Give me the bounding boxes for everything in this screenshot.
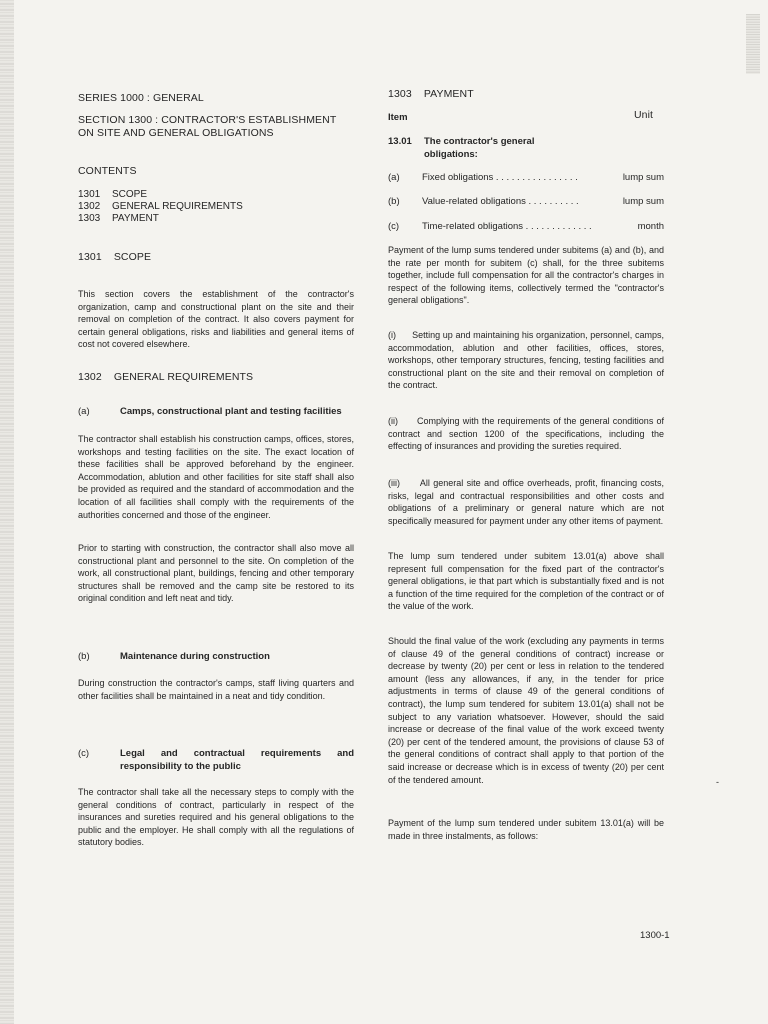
payment-paragraph-4: Payment of the lump sum tendered under subitem 13.01(a) will be made in three instalments, as follows: xyxy=(388,818,664,841)
margin-mark: - xyxy=(716,777,719,787)
contents-item xyxy=(78,213,159,224)
subitem-label: (c) xyxy=(388,221,400,232)
scan-edge-left xyxy=(0,0,14,1024)
subitem-label: (b) xyxy=(388,196,400,207)
contents-item xyxy=(78,201,243,212)
subitem-row xyxy=(388,221,664,232)
series-heading: SERIES 1000 : GENERAL xyxy=(78,92,204,104)
subsection-title: Legal and contractual requirements and responsibility to the public xyxy=(120,748,354,772)
contents-item-title: GENERAL REQUIREMENTS xyxy=(112,201,243,212)
subitem-label: (a) xyxy=(388,172,400,183)
subsection-label: (c) xyxy=(78,748,90,759)
contents-item-number: 1301 xyxy=(78,189,101,200)
scan-edge-right xyxy=(746,14,760,74)
item-title: The contractor's general obligations: xyxy=(424,136,535,160)
subitem-unit: month xyxy=(637,221,664,232)
section-heading: SECTION 1300 : CONTRACTOR'S ESTABLISHMENT ON SITE AND GENERAL OBLIGATIONS xyxy=(78,114,337,139)
subsection-title: Camps, constructional plant and testing facilities xyxy=(120,406,342,417)
subsection-a-paragraph-1: The contractor shall establish his construction camps, offices, stores, workshops and testing facilities on the site. The exact location of these facilities shall be approved beforehand by the engineer. Accommodation, ablution and other facilities for site staff shall also be provided as required and the standard of accommodation and the location of all facilities shall comply with the requirements of the authorities concerned and those of the engineer. xyxy=(78,434,354,520)
subitem-unit: lump sum xyxy=(622,172,664,183)
subitem-text: Fixed obligations . . . . . . . . . . . . . . . . xyxy=(422,172,578,183)
contents-item-title: SCOPE xyxy=(112,189,148,200)
scope-heading: 1301 SCOPE xyxy=(78,251,152,263)
subsection-label: (a) xyxy=(78,406,90,417)
page-number: 1300-1 xyxy=(640,930,670,941)
subitem-text: Value-related obligations . . . . . . . . . . xyxy=(422,196,579,207)
contents-title: CONTENTS xyxy=(78,165,137,177)
subitem-row xyxy=(388,172,664,183)
payment-paragraph-1: Payment of the lump sums tendered under subitems (a) and (b), and the rate per month for subitem (c) shall, for the three subitems together, include full compensation for all the contractor's charges in respect of the following items, collectively termed the "contractor's general obligations". xyxy=(388,245,664,306)
payment-heading: 1303 PAYMENT xyxy=(388,88,474,100)
subsection-c-paragraph: The contractor shall take all the necessary steps to comply with the general conditions of contract, particularly in respect of the insurances and sureties required and his general obligations to the public and the employer. He shall comply with all the regulations of statutory bodies. xyxy=(78,787,354,848)
obligation-iii-paragraph: (iii) All general site and office overheads, profit, financing costs, risks, legal and contractual responsibilities and other costs and obligations of a preliminary or general nature which are not specifically measured for payment under any other items of payment. xyxy=(388,478,667,526)
contents-item-number: 1303 xyxy=(78,213,101,224)
obligation-ii-paragraph: (ii) Complying with the requirements of the general conditions of contract and section 1200 of the specifications, including the effecting of insurances and providing the sureties required. xyxy=(388,416,667,452)
subsection-label: (b) xyxy=(78,651,90,662)
subitem-unit: lump sum xyxy=(622,196,664,207)
subsection-a-heading xyxy=(78,406,354,419)
subsection-b-paragraph: During construction the contractor's camps, staff living quarters and other facilities shall be maintained in a neat and tidy condition. xyxy=(78,678,354,701)
scope-paragraph: This section covers the establishment of the contractor's organization, camp and constructional plant on the site and their removal on completion of the contract. It also covers payment for certain general obligations, risks and liabilities and general items of cost not covered elsewhere. xyxy=(78,289,354,350)
item-13-01-heading xyxy=(388,136,558,161)
subsection-b-heading xyxy=(78,651,354,664)
payment-paragraph-2: The lump sum tendered under subitem 13.01(a) above shall represent full compensation for the fixed part of the contractor's general obligations, ie that part which is substantially fixed and is not a function of the time required for the completion of the contract or of the value of the work. xyxy=(388,551,664,612)
subsection-title: Maintenance during construction xyxy=(120,651,270,662)
contents-item-title: PAYMENT xyxy=(112,213,159,224)
obligation-i-paragraph: (i) Setting up and maintaining his organization, personnel, camps, accommodation, ablution and other facilities, offices, stores, workshops, other temporary structures, fencing, testing facilities and constructional plant on the site and their removal on completion of the contract. xyxy=(388,330,667,391)
item-number: 13.01 xyxy=(388,136,412,147)
payment-paragraph-3: Should the final value of the work (excluding any payments in terms of clause 49 of the general conditions of contract) increase or decrease by twenty (20) per cent or less in relation to the tendered amount (less any allowances, if any, in the tender for price adjustments in terms of clause 49 of the general conditions of contract), the lump sum tendered for subitem 13.01(a) shall not be subject to any variation whatsoever. However, should the said increase or decrease of the final value of the work exceed twenty (20) per cent of the tendered amount, the provisions of clause 53 of the general conditions of contract shall apply to that portion of the said increase or decrease which is in excess of twenty (20) per cent of the tendered amount. xyxy=(388,636,664,785)
general-requirements-heading: 1302 GENERAL REQUIREMENTS xyxy=(78,371,254,383)
subitem-text: Time-related obligations . . . . . . . . . . . . . xyxy=(422,221,592,232)
item-column-label: Item xyxy=(388,112,408,123)
unit-column-label: Unit xyxy=(634,109,654,121)
subsection-c-heading xyxy=(78,748,354,773)
subsection-a-paragraph-2: Prior to starting with construction, the contractor shall also move all constructional plant and personnel to the site. On completion of the work, all constructional plant, buildings, fencing and other temporary structures shall be removed and the camp site be restored to its original condition and left neat and tidy. xyxy=(78,543,354,604)
contents-item xyxy=(78,189,147,200)
subitem-row xyxy=(388,196,664,207)
contents-item-number: 1302 xyxy=(78,201,101,212)
